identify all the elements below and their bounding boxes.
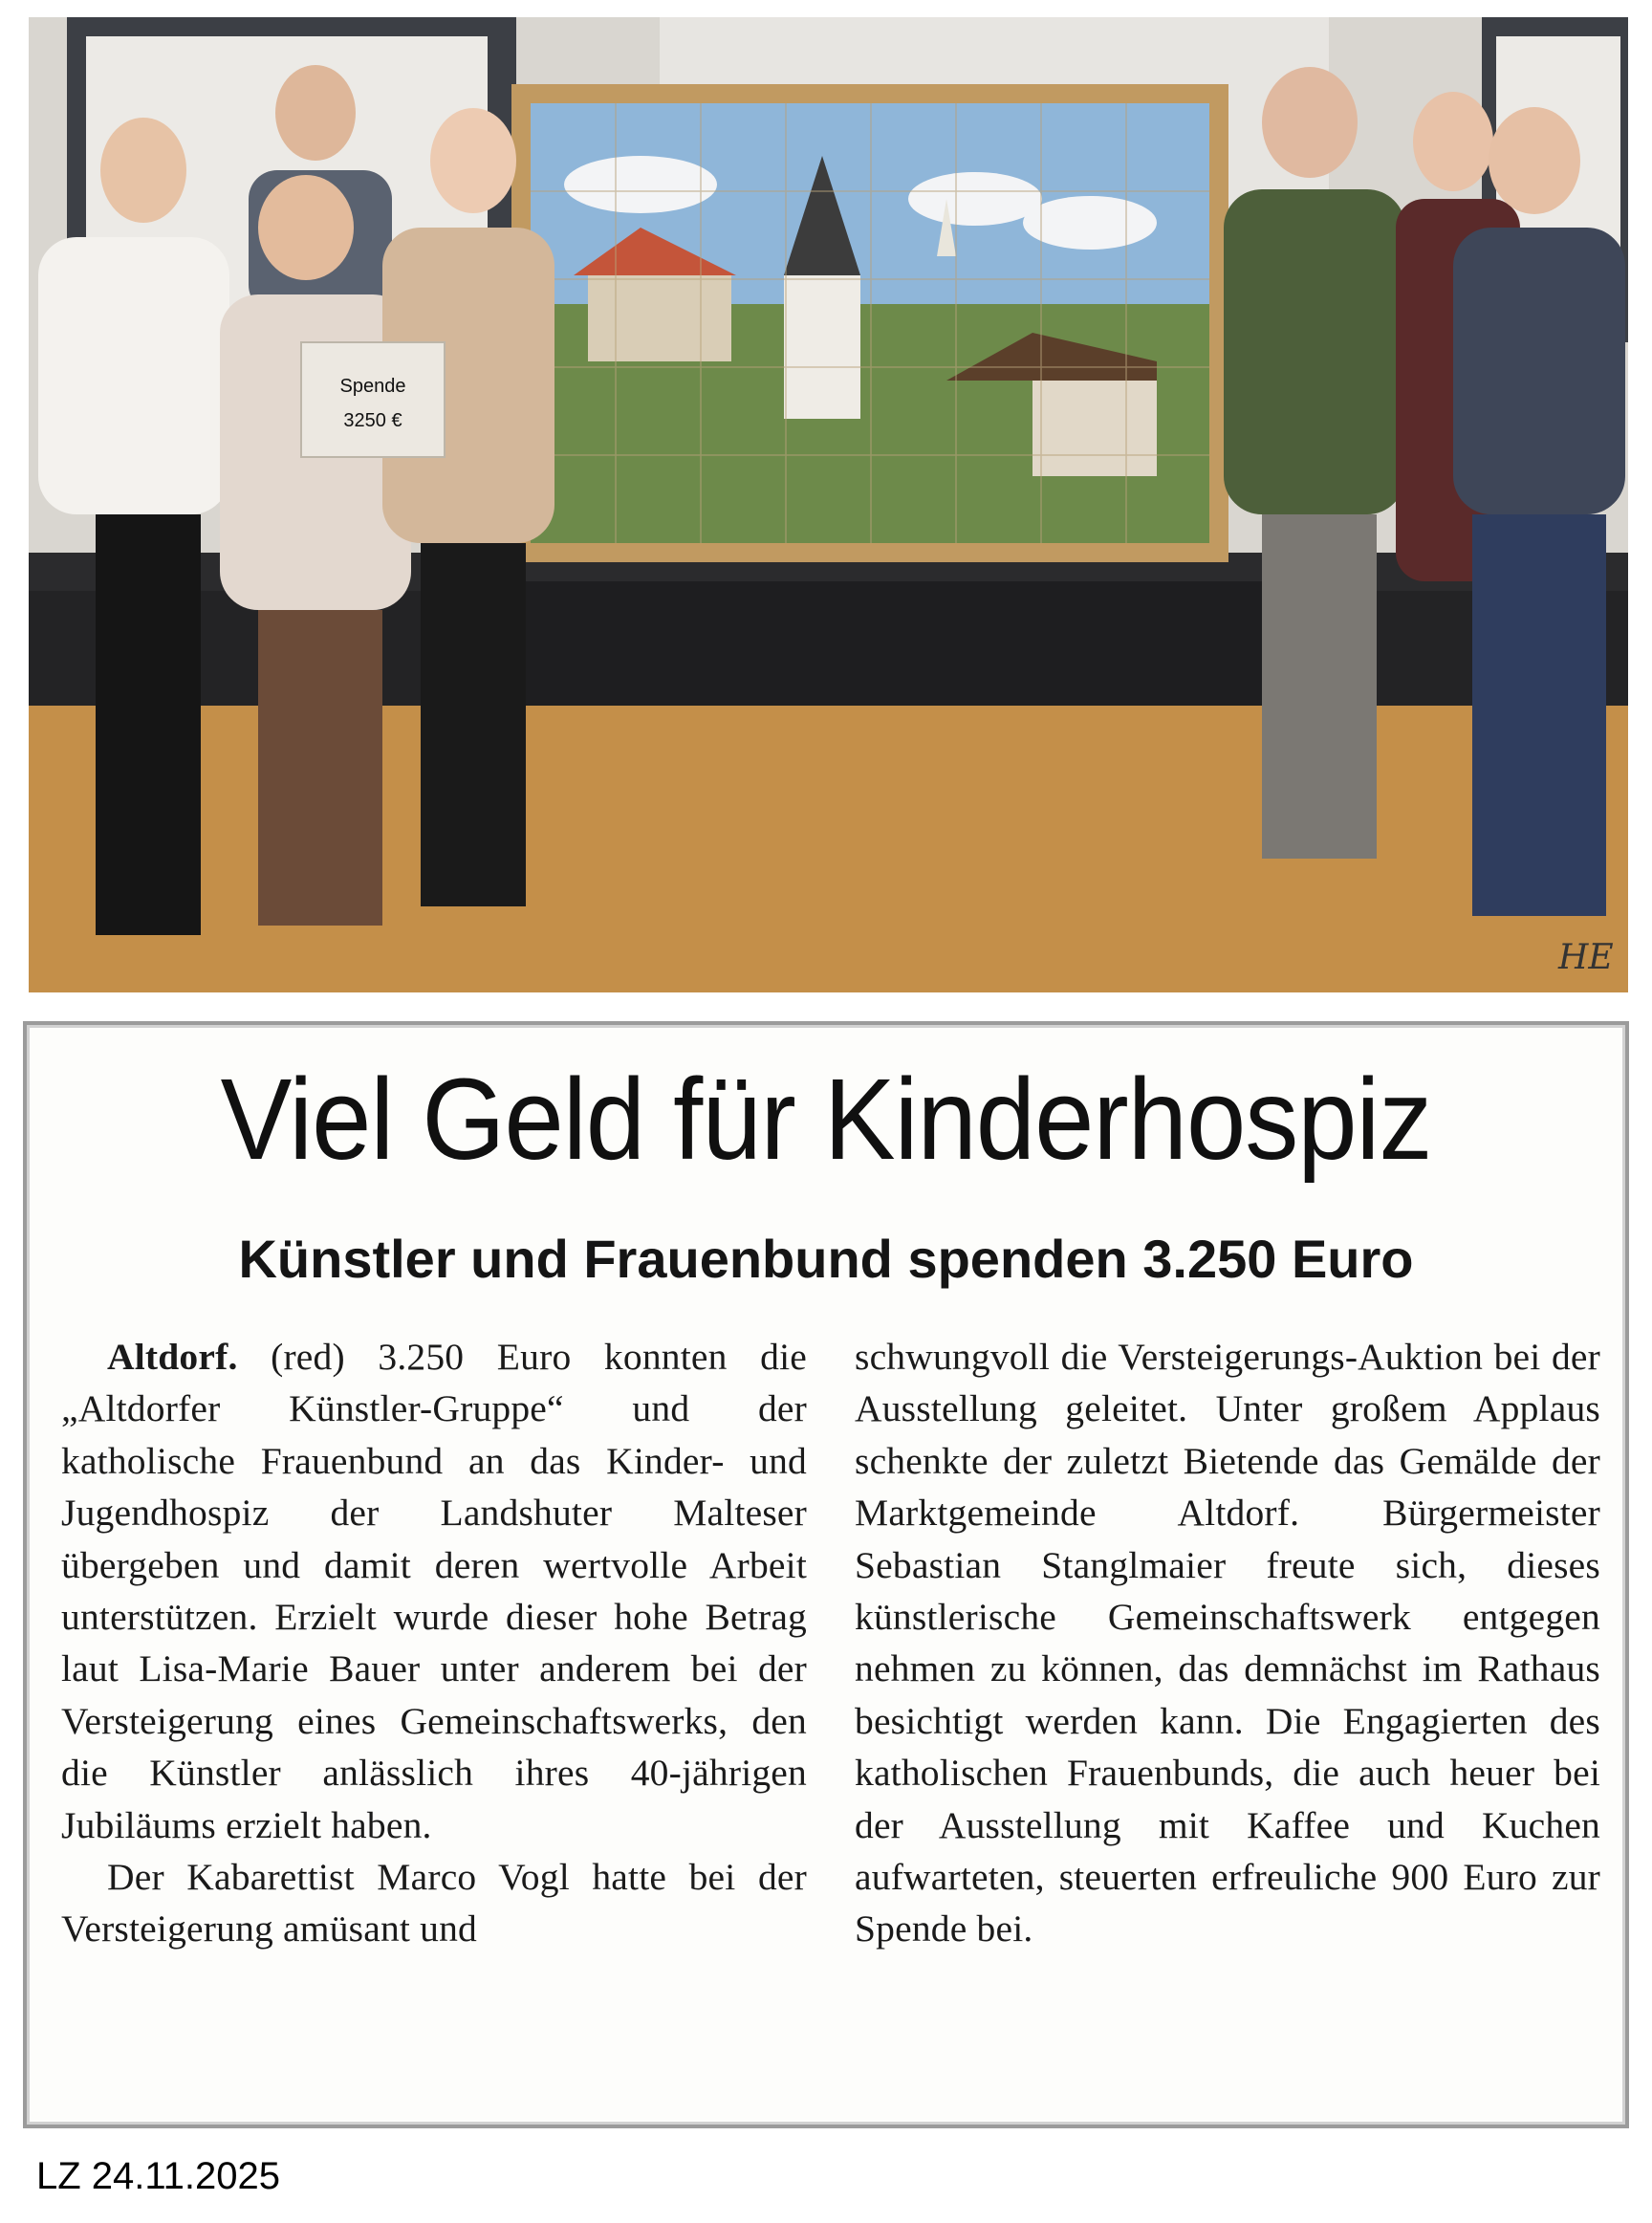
article-column-right — [855, 1331, 1600, 1955]
donation-sign-line2: 3250 € — [343, 410, 402, 431]
photo-illustration — [29, 17, 1628, 992]
article-column-left — [61, 1331, 807, 1955]
source-date-label: LZ 24.11.2025 — [36, 2155, 281, 2197]
photographer-mark: HE — [1558, 938, 1614, 977]
article-subheadline: Künstler und Frauenbund spenden 3.250 Euro — [238, 1229, 1414, 1289]
article-headline: Viel Geld für Kinderhospiz — [220, 1055, 1432, 1184]
article-paragraph-1 — [61, 1331, 807, 1851]
donation-sign-line1: Spende — [339, 376, 406, 397]
group-photo — [29, 17, 1628, 992]
article-paragraph-1-text: (red) 3.250 Euro konnten die „Altdorfer Künstler-Gruppe“ und der katholische Frauenbund an das Kinder- und Jugendhospiz der Landshuter Malteser übergeben und damit deren wertvolle Arbeit unterstützen. Erzielt wurde dieser hohe Betrag laut Lisa-Marie Bauer unter anderem bei der Versteigerung eines Gemeinschaftswerks, den die Künstler anlässlich ihres 40-jährigen Jubiläums erzielt haben. — [61, 1336, 807, 1846]
article-paragraph-2-continued: schwungvoll die Versteigerungs-Auktion bei der Ausstellung geleitet. Unter großem Applaus schenkte der zuletzt Bietende das Gemälde der Marktgemeinde Altdorf. Bürgermeister Sebastian Stanglmaier freute sich, dieses künstlerische Gemeinschaftswerk entgegen nehmen zu können, das demnächst im Rathaus besichtigt werden kann. Die Engagierten des katholischen Frauenbunds, die auch heuer bei der Ausstellung mit Kaffee und Kuchen aufwarteten, steuerten erfreuliche 900 Euro zur Spende bei. — [855, 1336, 1600, 1951]
newspaper-clipping — [23, 1021, 1629, 2128]
article-dateline: Altdorf. — [107, 1336, 238, 1378]
article-paragraph-2-start: Der Kabarettist Marco Vogl hatte bei der Versteigerung amüsant und — [61, 1856, 807, 1951]
